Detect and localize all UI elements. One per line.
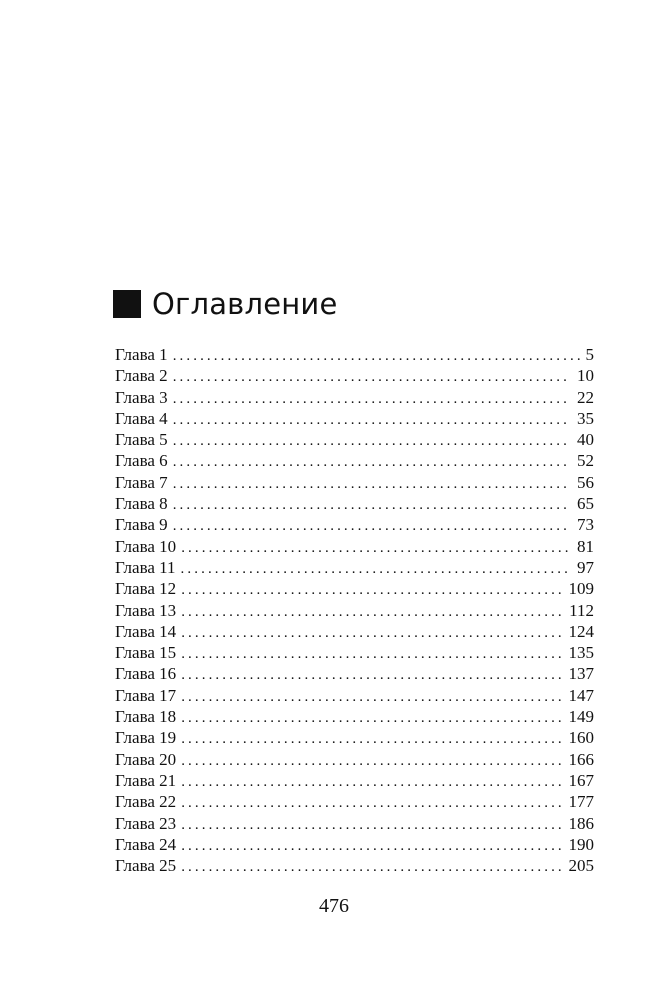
toc-entry-page: 22 <box>577 387 594 407</box>
toc-entry-label: Глава 5 <box>115 430 168 450</box>
page-title: Оглавление <box>152 287 338 321</box>
toc-entry-page: 52 <box>577 451 594 471</box>
toc-entry[interactable] <box>115 387 594 408</box>
toc-entry-page: 109 <box>568 579 594 599</box>
toc-entry-page: 97 <box>577 557 594 577</box>
toc-entry-label: Глава 11 <box>115 557 176 577</box>
toc-leader-dots <box>181 708 562 729</box>
toc-entry-label: Глава 25 <box>115 856 177 876</box>
toc-entry-page: 10 <box>577 366 594 386</box>
toc-leader-dots <box>173 474 571 495</box>
toc-entry[interactable] <box>115 855 594 876</box>
toc-entry-page: 65 <box>577 494 594 514</box>
toc-entry-label: Глава 12 <box>115 579 177 599</box>
toc-entry[interactable] <box>115 791 594 812</box>
toc-entry-page: 166 <box>568 749 594 769</box>
toc-entry-page: 205 <box>568 856 594 876</box>
toc-entry[interactable] <box>115 663 594 684</box>
toc-entry-page: 149 <box>568 707 594 727</box>
toc-entry-label: Глава 22 <box>115 792 177 812</box>
toc-leader-dots <box>181 815 562 836</box>
toc-entry-label: Глава 10 <box>115 536 177 556</box>
toc-entry-label: Глава 21 <box>115 770 177 790</box>
toc-entry-label: Глава 4 <box>115 408 168 428</box>
toc-leader-dots <box>173 367 571 388</box>
toc-leader-dots <box>181 665 562 686</box>
toc-entry[interactable] <box>115 557 594 578</box>
toc-leader-dots <box>181 538 571 559</box>
toc-leader-dots <box>173 346 580 367</box>
toc-entry-label: Глава 9 <box>115 515 168 535</box>
toc-entry[interactable] <box>115 834 594 855</box>
toc-entry-label: Глава 15 <box>115 643 177 663</box>
toc-entry[interactable] <box>115 472 594 493</box>
toc-entry[interactable] <box>115 706 594 727</box>
toc-leader-dots <box>173 410 571 431</box>
toc-entry-page: 135 <box>568 643 594 663</box>
toc-entry-label: Глава 1 <box>115 345 168 364</box>
toc-entry[interactable] <box>115 642 594 663</box>
toc-leader-dots <box>181 580 562 601</box>
toc-leader-dots <box>173 389 571 410</box>
toc-entry-page: 147 <box>568 685 594 705</box>
table-of-contents <box>115 344 594 876</box>
toc-entry-page: 73 <box>577 515 594 535</box>
toc-entry[interactable] <box>115 429 594 450</box>
toc-entry-page: 56 <box>577 472 594 492</box>
toc-entry-page: 124 <box>568 621 594 641</box>
toc-entry-page: 5 <box>585 345 594 364</box>
toc-entry-label: Глава 20 <box>115 749 177 769</box>
toc-entry-label: Глава 7 <box>115 472 168 492</box>
toc-entry-label: Глава 24 <box>115 834 177 854</box>
toc-entry[interactable] <box>115 621 594 642</box>
toc-entry[interactable] <box>115 749 594 770</box>
toc-entry-label: Глава 8 <box>115 494 168 514</box>
toc-entry-page: 186 <box>568 813 594 833</box>
toc-leader-dots <box>173 516 571 537</box>
toc-entry-label: Глава 6 <box>115 451 168 471</box>
toc-entry-label: Глава 14 <box>115 621 177 641</box>
toc-leader-dots <box>181 836 562 857</box>
toc-entry[interactable] <box>115 813 594 834</box>
toc-entry-page: 167 <box>568 770 594 790</box>
toc-entry[interactable] <box>115 600 594 621</box>
toc-entry[interactable] <box>115 578 594 599</box>
toc-entry-page: 190 <box>568 834 594 854</box>
toc-entry-label: Глава 13 <box>115 600 177 620</box>
toc-leader-dots <box>181 729 562 750</box>
black-square-icon <box>113 290 141 318</box>
toc-entry-page: 81 <box>577 536 594 556</box>
toc-leader-dots <box>181 602 563 623</box>
toc-entry[interactable] <box>115 493 594 514</box>
toc-leader-dots <box>173 431 571 452</box>
toc-entry[interactable] <box>115 514 594 535</box>
toc-leader-dots <box>181 772 562 793</box>
toc-entry-label: Глава 3 <box>115 387 168 407</box>
toc-leader-dots <box>181 793 562 814</box>
toc-entry[interactable] <box>115 344 594 365</box>
toc-entry-label: Глава 18 <box>115 707 177 727</box>
toc-entry-page: 40 <box>577 430 594 450</box>
toc-entry[interactable] <box>115 408 594 429</box>
toc-entry[interactable] <box>115 770 594 791</box>
toc-entry-label: Глава 16 <box>115 664 177 684</box>
toc-leader-dots <box>181 644 562 665</box>
toc-leader-dots <box>181 751 562 772</box>
toc-entry[interactable] <box>115 536 594 557</box>
toc-heading <box>113 282 338 326</box>
toc-entry-label: Глава 2 <box>115 366 168 386</box>
toc-leader-dots <box>181 857 562 878</box>
toc-entry-page: 160 <box>568 728 594 748</box>
toc-entry-label: Глава 23 <box>115 813 177 833</box>
toc-entry[interactable] <box>115 365 594 386</box>
toc-leader-dots <box>181 687 562 708</box>
toc-entry[interactable] <box>115 450 594 471</box>
toc-entry-page: 112 <box>569 600 594 620</box>
toc-entry-page: 177 <box>568 792 594 812</box>
page-number: 476 <box>319 895 349 917</box>
toc-entry-page: 137 <box>568 664 594 684</box>
toc-entry-page: 35 <box>577 408 594 428</box>
toc-leader-dots <box>181 559 571 580</box>
toc-entry-label: Глава 19 <box>115 728 177 748</box>
toc-entry[interactable] <box>115 727 594 748</box>
toc-entry[interactable] <box>115 685 594 706</box>
toc-leader-dots <box>181 623 562 644</box>
toc-leader-dots <box>173 495 571 516</box>
toc-entry-label: Глава 17 <box>115 685 177 705</box>
toc-leader-dots <box>173 452 571 473</box>
